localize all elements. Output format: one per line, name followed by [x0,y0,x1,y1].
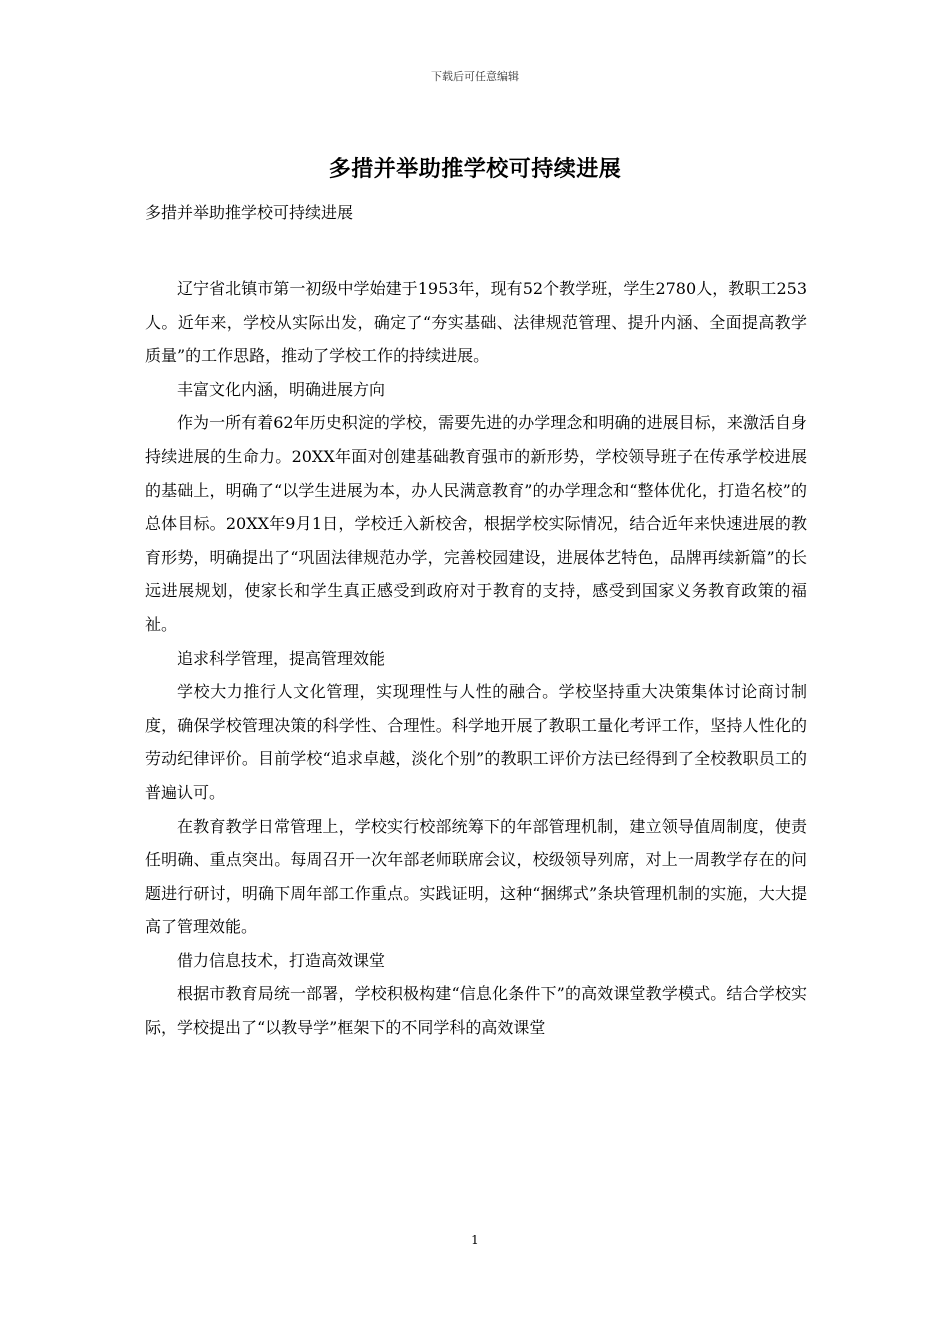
document-subtitle: 多措并举助推学校可持续进展 [145,203,354,222]
blank-line [145,228,807,272]
paragraph-intro: 辽宁省北镇市第一初级中学始建于1953年，现有52个教学班，学生2780人，教职工253人。近年来，学校从实际出发，确定了“夯实基础、法律规范管理、提升内涵、全面提高教学质量”的工作思路，推动了学校工作的持续进展。 [145,279,807,366]
section-heading-technology: 借力信息技术，打造高效课堂 [177,950,386,970]
paragraph-culture: 作为一所有着62年历史积淀的学校，需要先进的办学理念和明确的进展目标，来激活自身持续进展的生命力。20XX年面对创建基础教育强市的新形势，学校领导班子在传承学校进展的基础上，明确了“以学生进展为本，办人民满意教育”的办学理念和“整体优化，打造名校”的总体目标。20XX年9月1日，学校迁入新校舍，根据学校实际情况，结合近年来快速进展的教育形势，明确提出了“巩固法律规范办学，完善校园建设，进展体艺特色，品牌再续新篇”的长远进展规划，使家长和学生真正感受到政府对于教育的支持，感受到国家义务教育政策的福祉。 [145,413,807,634]
document-title: 多措并举助推学校可持续进展 [328,156,622,182]
page-number: 1 [471,1233,479,1247]
paragraph-management-2: 在教育教学日常管理上，学校实行校部统筹下的年部管理机制，建立领导值周制度，使责任明确、重点突出。每周召开一次年部老师联席会议，校级领导列席，对上一周教学存在的问题进行研讨，明确下周年部工作重点。实践证明，这种“捆绑式”条块管理机制的实施，大大提高了管理效能。 [145,816,807,937]
section-heading-culture: 丰富文化内涵，明确进展方向 [177,379,386,399]
document-body [145,198,807,1045]
paragraph-management-1: 学校大力推行人文化管理，实现理性与人性的融合。学校坚持重大决策集体讨论商讨制度，确保学校管理决策的科学性、合理性。科学地开展了教职工量化考评工作，坚持人性化的劳动纪律评价。目前学校“追求卓越，淡化个别”的教职工评价方法已经得到了全校教职员工的普遍认可。 [145,682,807,802]
section-heading-management: 追求科学管理，提高管理效能 [177,648,386,668]
header-note: 下载后可任意编辑 [431,70,519,83]
paragraph-technology: 根据市教育局统一部署，学校积极构建“信息化条件下”的高效课堂教学模式。结合学校实际，学校提出了“以教导学”框架下的不同学科的高效课堂 [145,984,807,1038]
